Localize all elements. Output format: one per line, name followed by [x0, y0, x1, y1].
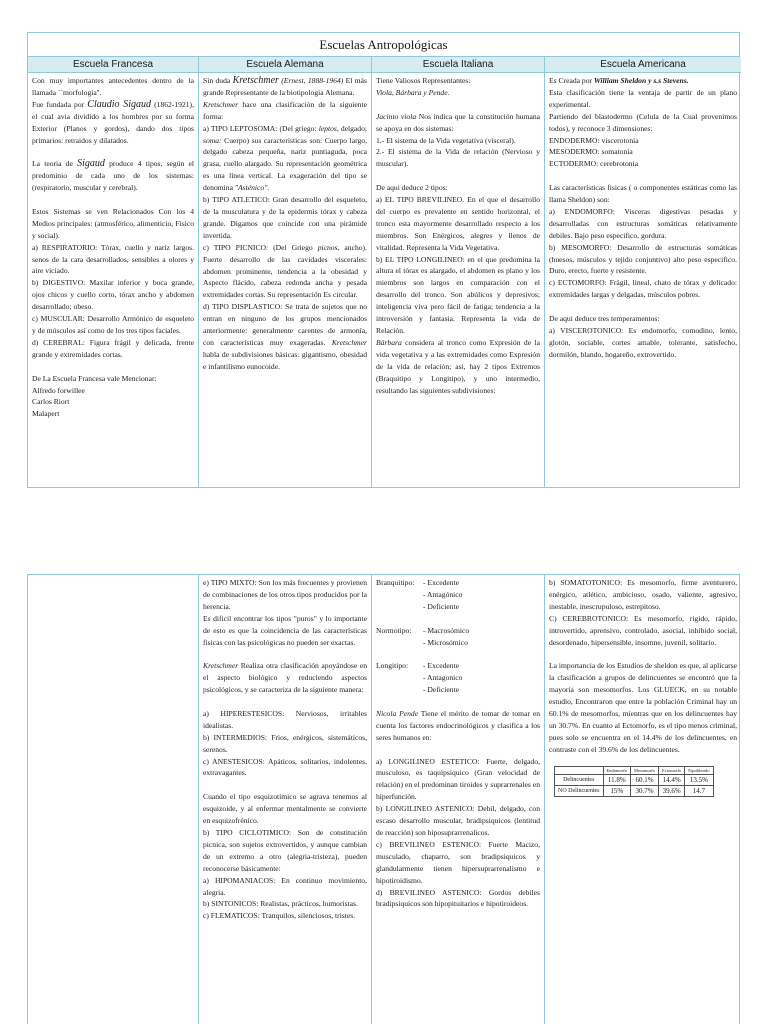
subdivision-longitipo: Longitipo: - Excedente - Antagonico - Deficiente: [376, 661, 463, 695]
list-item: b) DIGESTIVO: Maxilar inferior y boca grande, ojos chicos y cuello corto, tórax ancho y abdomen desarrollado; obeso.: [32, 278, 194, 312]
col-italiana: [372, 73, 545, 487]
header-alemana: Escuela Alemana: [199, 57, 372, 73]
list-item: c) TIPO PICNICO: (Del Griego picnos, ancho). Fuerte desarrollo de las cavidades viscerales: abdomen prominente, tendencia a la obesidad y Aspecto flácido, cabeza redonda ancha y pesada extremidades cortas. Su representación Es circular.: [203, 242, 367, 300]
table-header-row: Endomorfo Mesomorfo Ectomorfo Equilibrado: [555, 766, 714, 774]
list-item: c) FLEMATICOS: Tranquilos, silenciosos, tristes.: [203, 911, 356, 921]
paragraph: La teoria de Sigaud produce 4 tipos, según el predominio de cada uno de los sistemas: (respiratorio, muscular y cerebral).: [32, 158, 194, 193]
paragraph: De La Escuela Francesa vale Mencionar:: [32, 373, 157, 383]
table-title: Escuelas Antropológicas: [28, 33, 739, 57]
paragraph: Viola, Bárbara y Pende.: [376, 87, 450, 97]
list-item: d) TIPO DISPLASTICO: Se trata de sujetos que no entran en ninguno de los grupos mencionados anteriormente: generalmente carentes de armonía, con características muy exageradas. Kretschmer habla de subdivisiones básicas: gigantismo, obesidad e infantilismo eunocoide.: [203, 302, 367, 371]
paragraph: Tiene Valiosos Representantes:: [376, 76, 471, 85]
paragraph: Partiendo del blastodermo (Celula de la Cual provenimos todos), y reconoce 3 dimensiones:: [549, 111, 737, 133]
name-item: Malapert: [32, 409, 60, 419]
list-item: a) TIPO LEPTOSOMA: (Del griego: leptos, delgado; soma: Cuerpo) sus características son: Cuerpo largo, delgado cabeza pequeña, nariz puntiaguda, poca grasa, cuello alargado. Su representación geométrica es una línea vertical. La exageración del tipo se denomina "Asténico".: [203, 123, 367, 193]
list-item: c) ANESTESICOS: Apáticos, solitarios, indolentes, extravagantes.: [203, 756, 367, 778]
list-item: b) TIPO CICLOTIMICO: Son de constitución picnica, son sujetos extrovertidos, y aunque cambian de un extremo a otro (alegria-tristeza), pueden reconocerse básicamente:: [203, 827, 367, 873]
paragraph: Las características fisicas ( o componentes estáticas como las llama Sheldon) son:: [549, 183, 737, 205]
paragraph: De aqui deduce 2 tipos:: [376, 183, 448, 193]
list-item: a) HIPOMANIACOS: En continuo movimiento, alegria.: [203, 875, 367, 897]
list-item: a) RESPIRATORIO: Tórax, cuello y nariz largos. senos de la cara desarrollados, sensibles a olores y aire viciado.: [32, 242, 194, 276]
name-item: Alfredo forwillee: [32, 385, 85, 395]
paragraph: De aqui deduce tres temperamentos:: [549, 314, 660, 324]
list-item: c) MUSCULAR: Desarrollo Armónico de esqueleto y de músculos así como de los tres tipos faciales.: [32, 314, 194, 335]
col-italiana-cont: [372, 575, 545, 1024]
col-francesa: [28, 73, 199, 487]
list-item: c) BREVILINEO ESTENICO: Fuerte Macizo, musculado, chaparro, son bradipsiquicos y glandularmente tienen hipersuprarrenalismo e hipotiroidismo.: [376, 839, 540, 885]
paragraph: Cuando el tipo esquizotímico se agrava tenemos al esquizoide, y al enfermar mentalmente se convierte en esquizofrénico.: [203, 792, 367, 826]
header-italiana: Escuela Italiana: [372, 57, 545, 73]
list-item: ECTODERMO: cerebrotonia: [549, 159, 639, 169]
paragraph: Con muy importantes antecedentes dentro de la llamada ``morfologia''.: [32, 76, 194, 97]
paragraph: Jacinto viola Nos indica que la constitución humana se apoya en dos sistemas:: [376, 111, 541, 133]
table-row: NO Delincuentes 15% 30.7% 39.6% 14.7: [555, 785, 714, 796]
list-item: ENDODERMO: viscerotonia: [549, 135, 639, 145]
list-item: a) EL TIPO BREVILINEO. En el que el desarrollo del cuerpo es prevalente en sentido horizontal, el tronco esta mayormente desarrollado respecto a los miembros. Son Enérgicos, alegres y llenos de vitalidad. Representa la Vida Vegetativa.: [376, 195, 540, 252]
paragraph: Esta clasificación tiene la ventaja de partir de un plano experimental.: [549, 87, 737, 109]
list-item: C) CEREBROTONICO: Es mesomorfo, rigido, rápido, introvertido, aprensivo, controlado, asocial, inhibido social, desordenado, hipersensible, insomne, juvenil, solitario.: [549, 613, 737, 647]
list-item: a) LONGILINEO ESTETICO: Fuerte, delgado, musculoso, es taquipsiquico (Gran velocidad de relación) en el predominan tiroides y suprarrenales en hiperfunción.: [376, 756, 540, 802]
list-item: d) CEREBRAL: Figura frágil y delicada, frente grande y extremidades cortas.: [32, 337, 194, 359]
list-item: b) MESOMORFO: Desarrollo de estructuras somáticas (huesos, músculos y tejido conjuntivo) alto peso especifico. Duro, erecto, fuerte y resistente.: [549, 242, 737, 276]
list-item: d) BREVILINEO ASTENICO: Gordos debiles bradipsiquicos son hipopituitarios e hipotiroideos.: [376, 887, 540, 909]
col-francesa-cont: [28, 575, 199, 1024]
subdivision-braquitipo: Branquitipo: - Excedente - Antagónico - Deficiente: [376, 578, 463, 611]
col-americana: [545, 73, 741, 487]
schools-table-top: [27, 32, 740, 488]
subdivision-normotipo: Normotipo: - Macrosómico - Microsómico: [376, 625, 470, 647]
header-francesa: Escuela Francesa: [28, 57, 199, 73]
paragraph: Fue fundada por Claudio Sigaud (1862-1921), el cual avia dividido a los hombres por su forma Exterior (Planos y gordos), dando dos tipos primarios: retraidos y dilatados.: [32, 98, 194, 145]
col-americana-cont: [545, 575, 741, 1024]
col-alemana-cont: [199, 575, 372, 1024]
paragraph: Sin duda Kretschmer (Ernest, 1888-1964) El más grande Representante de la biotipologia Alemana.: [203, 75, 368, 97]
delinquency-table: [554, 766, 714, 797]
paragraph: Estos Sistemas se ven Relacionados Con los 4 Medios principales: (atmosférico, alimenticio, Fisico y social).: [32, 206, 194, 240]
schools-table-bottom: [27, 574, 740, 1024]
name-item: Carlos Riort: [32, 397, 70, 407]
paragraph: Kretschmer hace una clasificación de la siguiente forma:: [203, 99, 367, 121]
paragraph: Nicola Pende Tiene el mérito de tomar de tomar en cuenta los factores endocrinológicos y clasifica a los seres humanos en:: [376, 708, 540, 742]
paragraph: Es Creada por William Sheldon y s.s Stevens.: [549, 76, 689, 85]
list-item: MESODERMO: somatonia: [549, 147, 633, 157]
list-item: a) ENDOMORFO: Visceras digestivas pesadas y desarrolladas con estructuras somáticas relativamente debiles. Bajo peso especifico, gordura.: [549, 206, 737, 240]
list-item: b) EL TIPO LONGILINEO: en el que predomina la altura el tórax es alargado, el abdomen es plano y los miembros son largos en comparación con el desarrollo del tronco. Son abúlicos y depresivos; inteligencia viva pero fácil de fatiga; tendencia a la introversión y fantasia. Representa la vida de Relación.: [376, 254, 540, 335]
table-row: Delincuentes 11.8% 60.1% 14.4% 13.5%: [555, 774, 714, 785]
paragraph: La importancia de los Estudios de sheldon es que, al aplicarse la clasificación a grupos de delincuentes se encontró que la mayoria son mesomorfos. Los GLUECK, en su notable estudio, Encontraron que entre la población Criminal hay un 60.1% de mesomorfos, mientras que en los delincuentes hay un 30.7%. En cuanto al Ectomorfo, es el tipo menos criminal, pues solo se encuentra en el 14.4% de los delincuentes, en contraste con el 39.6% de los delincuentes.: [549, 661, 737, 754]
list-item: b) SOMATOTONICO: Es mesomorfo, firme aventurero, enérgico, atlético, ambicioso, osado, valiente, agresivo, inestable, inescrupuloso, estrepitoso.: [549, 578, 737, 611]
list-item: b) TIPO ATLETICO: Gran desarrollo del esqueleto, de la musculatura y de la epidermis tórax y cabeza grande. Digamos que coincide con una pirámide invertida.: [203, 195, 367, 240]
paragraph: Kretschmer Realiza otra clasificación apoyándose en el aspecto biológico y reduciendo aspectos psicológicos, y se caracteriza de la siguiente manera:: [203, 661, 367, 695]
list-item: a) HIPERESTESICOS: Nerviosos, irritables idealistas.: [203, 708, 367, 730]
header-americana: Escuela Americana: [545, 57, 741, 73]
list-item: b) LONGILINEO ASTENICO: Debil, delgado, con escaso desarrollo muscular, bradipsiquicos (lentitud de reacción) son hiposuprarrenalicos.: [376, 804, 540, 837]
list-item: 2.- El sistema de la Vida de relación (Nervioso y muscular).: [376, 147, 540, 169]
list-item: a) VISCEROTONICO: Es endomorfo, comodino, lento, glotón, sociable, cortes amable, tolerante, satisfecho, dormilón, blando, hogareño, extrovertido.: [549, 326, 737, 359]
list-item: b) SINTONICOS: Realistas, prácticos, humoristas.: [203, 899, 358, 909]
list-item: c) ECTOMORFO: Frágil, lineal, chato de tórax y delicado: extremidades largas y delgadas, músculos pobres.: [549, 278, 737, 300]
list-item: b) INTERMEDIOS: Frios, enérgicos, sistemáticos, serenos.: [203, 732, 367, 754]
paragraph: Bárbara considera al tronco como Expresión de la vida vegetativa y a las extremidades como Expresión de la vida de relación; asi, hay 2 tipos Extremos (Braquitipo y Longitipo), y uno intermedio, resultando las siguientes subdivisiones:: [376, 337, 540, 395]
list-item: 1.- El sistema de la Vida vegetativa (visceral).: [376, 135, 516, 145]
col-alemana: [199, 73, 372, 487]
paragraph: Es dificil encontrar los tipos "puros" y lo importante de esto es que la coincidencia de las características fisicas con las psicológicas no pueden ser exactas.: [203, 613, 367, 647]
list-item: e) TIPO MIXTO: Son los más frecuentes y provienen de combinaciones de los otros tipos producidos por la herencia.: [203, 578, 367, 611]
